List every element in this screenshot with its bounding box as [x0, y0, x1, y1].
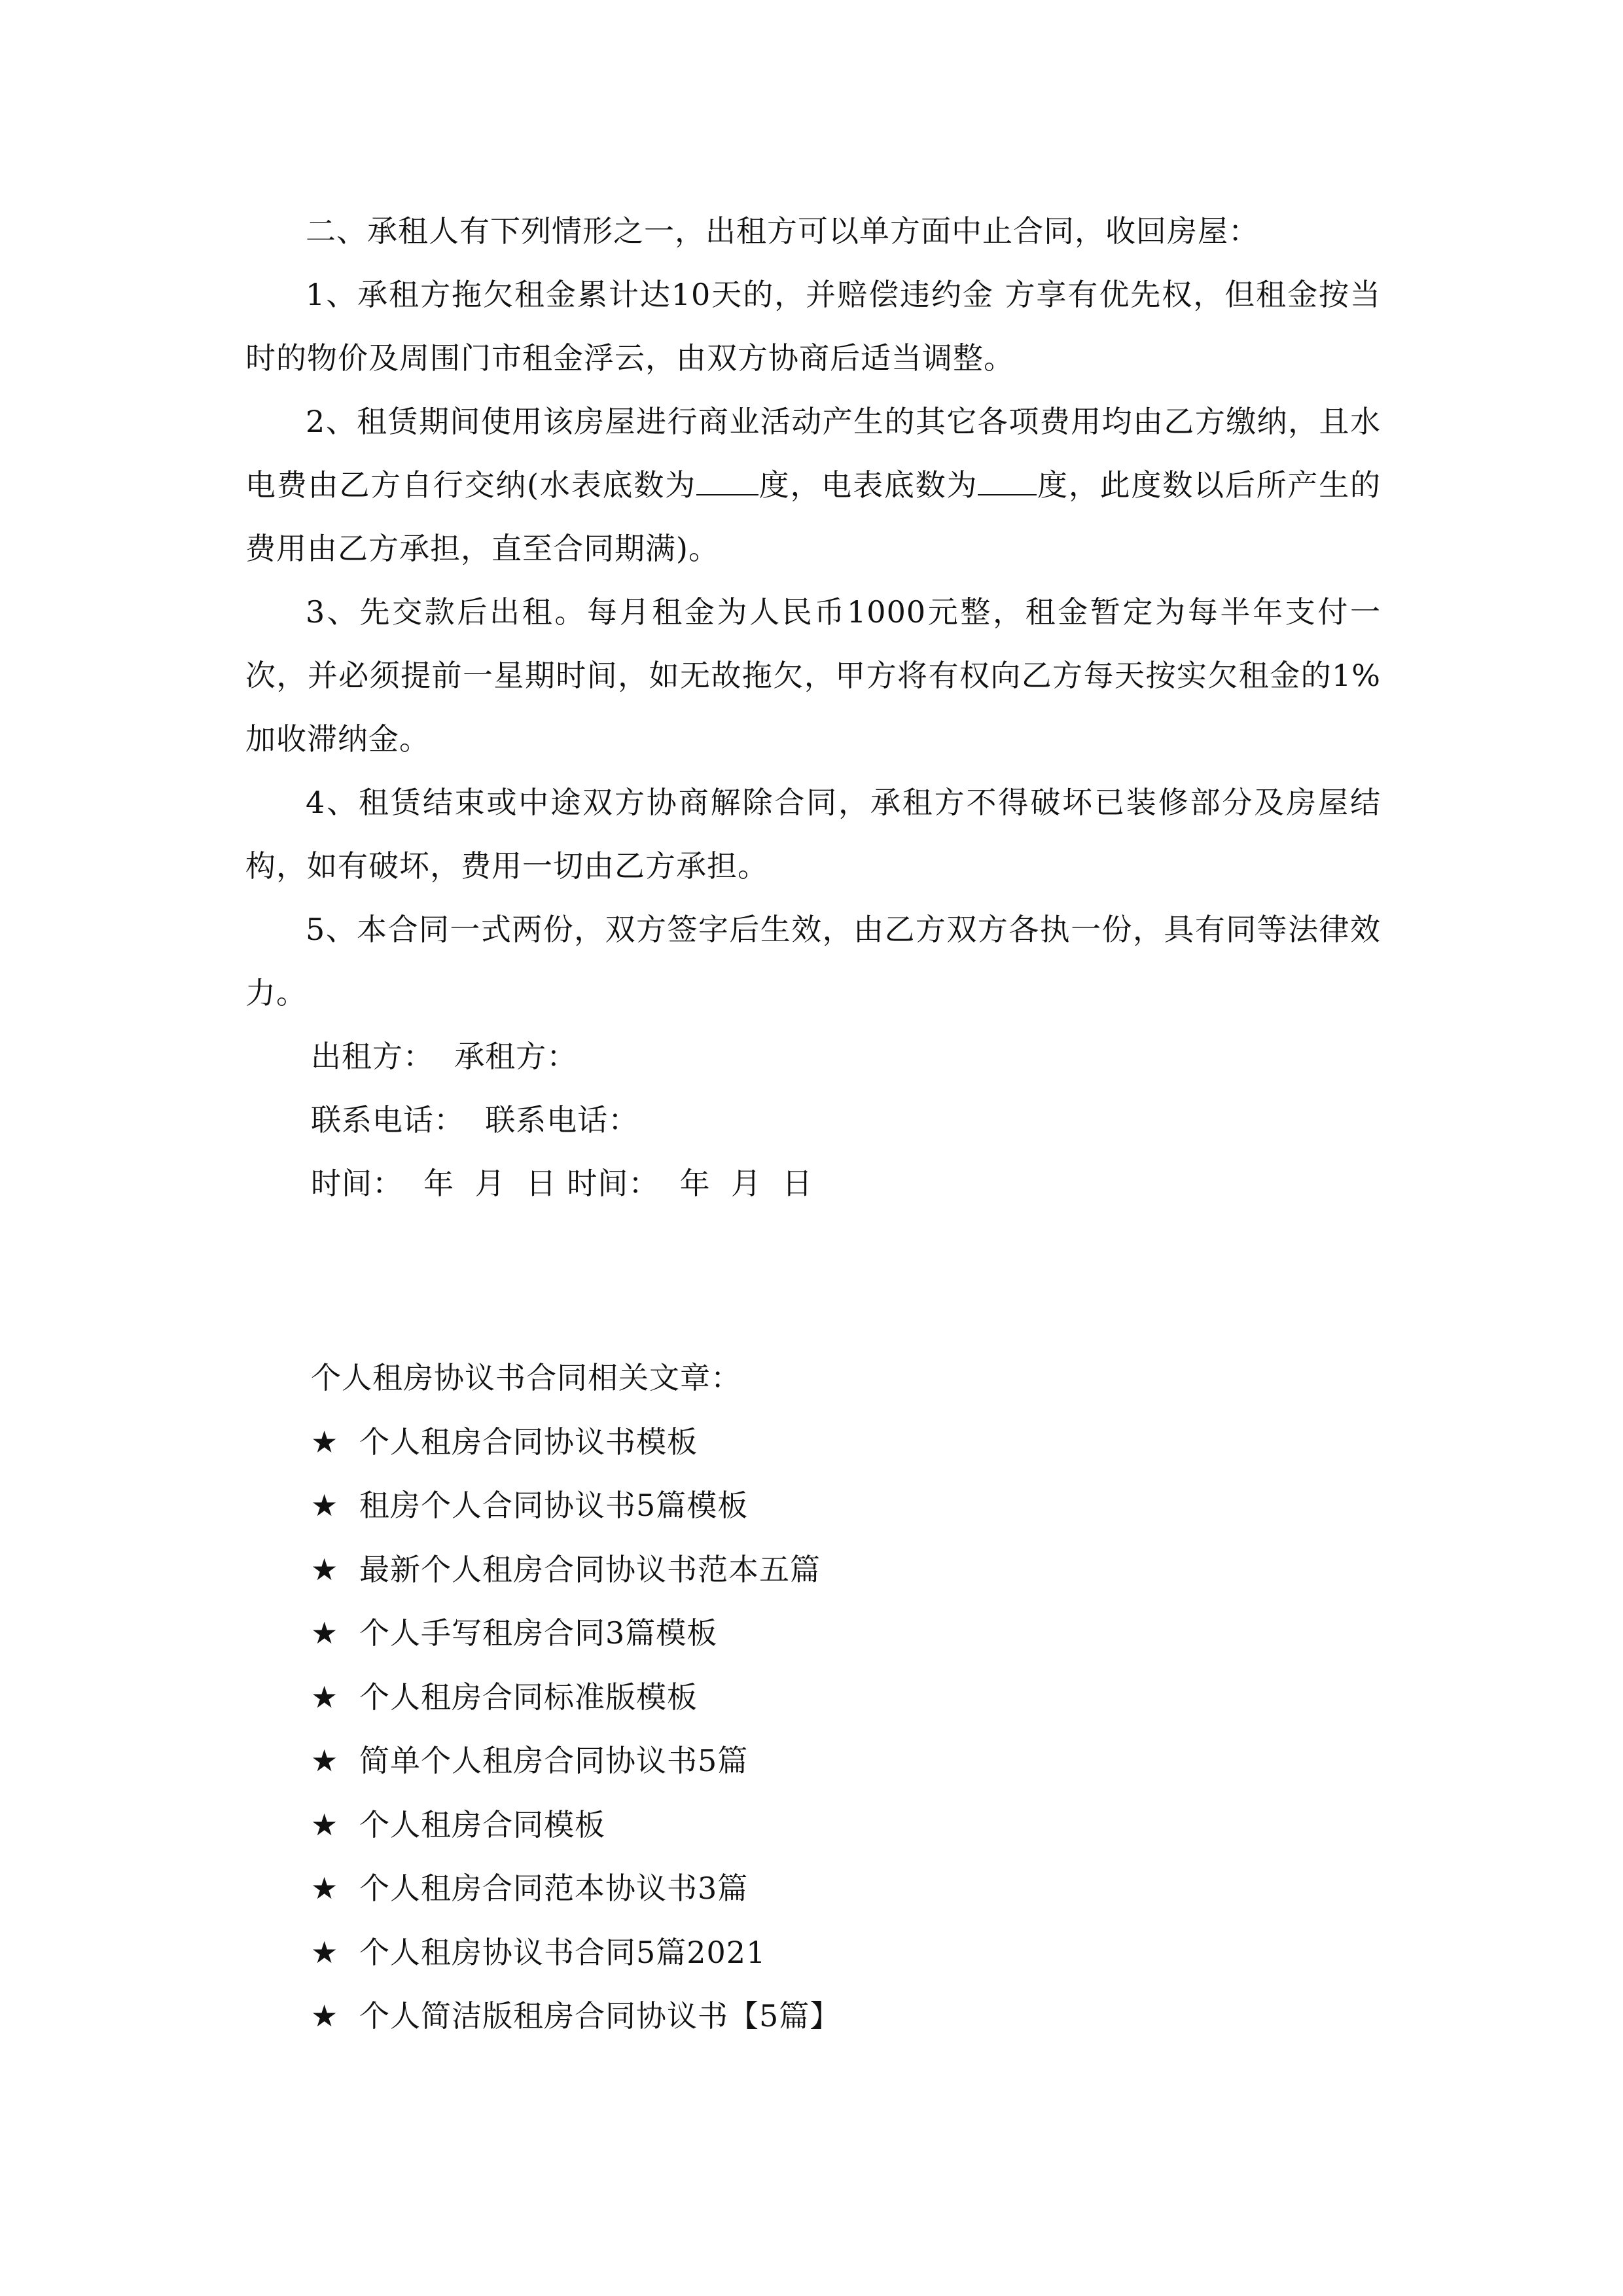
- water-meter-blank: [696, 493, 758, 495]
- related-article-link[interactable]: [311, 1984, 1423, 2049]
- related-article-title: 个人租房合同范本协议书3篇: [359, 1871, 749, 1906]
- related-article-link[interactable]: [311, 1857, 1423, 1921]
- related-article-link[interactable]: [311, 1666, 1423, 1730]
- clause-item-3: 3、先交款后出租。每月租金为人民币1000元整，租金暂定为每半年支付一次，并必须提前一星期时间，如无故拖欠，甲方将有权向乙方每天按实欠租金的1%加收滞纳金。: [245, 594, 1381, 757]
- related-article-title: 个人手写租房合同3篇模板: [359, 1615, 718, 1651]
- star-icon: ★: [311, 1806, 339, 1842]
- related-article-title: 租房个人合同协议书5篇模板: [359, 1488, 749, 1523]
- clause-item-4: 4、租赁结束或中途双方协商解除合同，承租方不得破坏已装修部分及房屋结构，如有破坏，费用一切由乙方承担。: [245, 785, 1381, 884]
- star-icon: ★: [311, 1743, 339, 1778]
- star-icon: ★: [311, 1488, 339, 1523]
- clause-item-1: 1、承租方拖欠租金累计达10天的，并赔偿违约金 方享有优先权，但租金按当时的物价及周围门市租金浮云，由双方协商后适当调整。: [245, 277, 1381, 376]
- star-icon: ★: [311, 1424, 339, 1460]
- star-icon: ★: [311, 1998, 339, 2034]
- related-article-link[interactable]: [311, 1729, 1423, 1793]
- related-article-title: 个人租房合同标准版模板: [359, 1679, 698, 1715]
- clause-item-2: [245, 390, 1381, 581]
- related-article-title: 个人租房合同协议书模板: [359, 1424, 698, 1460]
- signature-phones: 联系电话： 联系电话：: [311, 1102, 639, 1138]
- clause-item-2-text-b: 度，电表底数为: [758, 467, 978, 503]
- related-article-link[interactable]: [311, 1538, 1423, 1602]
- star-icon: ★: [311, 1934, 339, 1970]
- star-icon: ★: [311, 1551, 339, 1587]
- clause-item-5: 5、本合同一式两份，双方签字后生效，由乙方双方各执一份，具有同等法律效力。: [245, 912, 1381, 1011]
- related-article-title: 简单个人租房合同协议书5篇: [359, 1743, 749, 1778]
- related-article-link[interactable]: [311, 1921, 1423, 1985]
- contract-body: [245, 200, 1381, 1215]
- signature-parties: 出租方： 承租方：: [311, 1039, 578, 1074]
- related-article-link[interactable]: [311, 1793, 1423, 1857]
- related-article-title: 个人简洁版租房合同协议书【5篇】: [359, 1998, 841, 2034]
- electric-meter-blank: [978, 493, 1037, 495]
- star-icon: ★: [311, 1679, 339, 1715]
- related-article-title: 个人租房合同模板: [359, 1806, 605, 1842]
- star-icon: ★: [311, 1615, 339, 1651]
- related-articles-heading: 个人租房协议书合同相关文章：: [311, 1360, 741, 1395]
- clause-item-2-text-c: 度，此度数以后所产生的费用由乙方承担，直至合同期满)。: [245, 467, 1382, 566]
- related-article-link[interactable]: [311, 1474, 1423, 1538]
- related-articles: [311, 1346, 1423, 2049]
- clause-heading: 二、承租人有下列情形之一，出租方可以单方面中止合同，收回房屋：: [306, 213, 1259, 249]
- star-icon: ★: [311, 1871, 339, 1906]
- related-article-link[interactable]: [311, 1410, 1423, 1475]
- related-article-title: 个人租房协议书合同5篇2021: [359, 1934, 766, 1970]
- signature-dates: 时间： 年 月 日 时间： 年 月 日: [311, 1166, 813, 1201]
- related-article-title: 最新个人租房合同协议书范本五篇: [359, 1551, 821, 1587]
- related-article-link[interactable]: [311, 1602, 1423, 1666]
- related-articles-list: [311, 1410, 1423, 2049]
- clause-item-2-text-a: 2、租赁期间使用该房屋进行商业活动产生的其它各项费用均由乙方缴纳，且水电费由乙方自行交纳(水表底数为: [245, 404, 1381, 503]
